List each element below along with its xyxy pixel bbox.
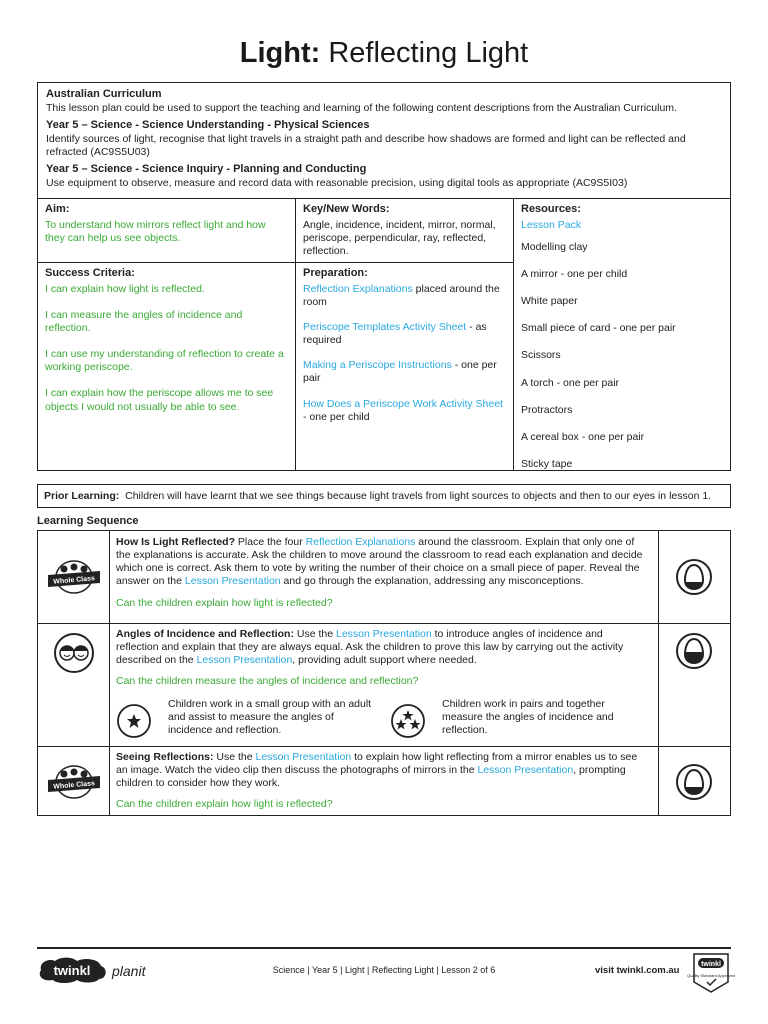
preparation-link[interactable]: How Does a Periscope Work Activity Sheet bbox=[303, 397, 503, 410]
lesson-presentation-link[interactable]: Lesson Presentation bbox=[255, 751, 352, 763]
preparation-heading: Preparation: bbox=[303, 267, 368, 279]
differentiation-one-star bbox=[116, 698, 378, 739]
learning-sequence-heading: Learning Sequence bbox=[37, 515, 139, 527]
prior-learning-label: Prior Learning: bbox=[44, 490, 120, 502]
curriculum-item-heading: Year 5 – Science - Science Understanding - Physical Sciences bbox=[46, 118, 370, 131]
resource-item: White paper bbox=[521, 295, 578, 308]
quality-standard-badge bbox=[687, 952, 735, 998]
keywords-cell bbox=[296, 199, 513, 262]
footer-divider bbox=[37, 947, 731, 949]
assessment-question: Can the children measure the angles of incidence and reflection? bbox=[116, 675, 419, 688]
prior-learning-box bbox=[37, 484, 731, 508]
curriculum-intro: This lesson plan could be used to support the teaching and learning of the following content descriptions from the Australian Curriculum. bbox=[46, 101, 677, 114]
curriculum-item-heading: Year 5 – Science - Science Inquiry - Planning and Conducting bbox=[46, 162, 367, 175]
page-title: Light: Reflecting Light bbox=[239, 37, 529, 69]
resources-cell bbox=[514, 199, 730, 489]
svg-text:twinkl: twinkl bbox=[53, 963, 91, 978]
success-item: I can explain how light is reflected. bbox=[45, 282, 205, 295]
resource-item: Scissors bbox=[521, 349, 561, 362]
curriculum-item-text: Identify sources of light, recognise that light travels in a straight path and describe how shadows are formed and light can be reflected and refracted (AC9S5U03) bbox=[46, 132, 686, 158]
aim-heading: Aim: bbox=[45, 203, 70, 215]
preparation-link[interactable]: Reflection Explanations bbox=[303, 282, 413, 295]
three-star-icon bbox=[390, 703, 426, 739]
lesson-presentation-link[interactable]: Lesson Presentation bbox=[335, 628, 432, 640]
resource-item: A torch - one per pair bbox=[521, 376, 620, 389]
aim-cell bbox=[38, 199, 295, 249]
sequence-text: Angles of Incidence and Reflection: Use the Lesson Presentation to introduce angles of incidence and reflection and explain that they are always equal. Ask the children to prove this law by carrying out the activity described on the Lesson Presentation, providing adult support where needed. Can the children measure the angles of incidence and reflection? bbox=[116, 628, 646, 689]
lesson-presentation-link[interactable]: Lesson Presentation bbox=[184, 575, 281, 588]
preparation-item: Reflection Explanations placed around the room bbox=[303, 282, 500, 308]
footer-lesson-info: Science | Year 5 | Light | Reflecting Light | Lesson 2 of 6 bbox=[272, 965, 496, 975]
footer-website-link[interactable]: visit twinkl.com.au bbox=[595, 965, 680, 976]
reflection-explanations-link[interactable]: Reflection Explanations bbox=[305, 536, 416, 548]
pair-icon bbox=[38, 623, 110, 746]
resource-item: A mirror - one per child bbox=[521, 268, 628, 280]
resource-item: Protractors bbox=[521, 403, 573, 416]
success-heading: Success Criteria: bbox=[45, 267, 135, 279]
preparation-item: Making a Periscope Instructions - one per pair bbox=[303, 359, 497, 385]
curriculum-section bbox=[38, 83, 730, 199]
keywords-text: Angle, incidence, incident, mirror, normal, periscope, perpendicular, ray, reflected, reflection. bbox=[303, 218, 496, 257]
whole-class-icon bbox=[38, 531, 110, 623]
differentiation-text: Children work in pairs and together measure the angles of incidence and reflection. bbox=[442, 698, 614, 737]
lesson-presentation-link[interactable]: Lesson Presentation bbox=[196, 654, 293, 667]
svg-text:Whole Class: Whole Class bbox=[53, 575, 96, 586]
prior-learning-text: Children will have learnt that we see things because light travels from light sources to objects and then to our eyes in lesson 1. bbox=[125, 490, 712, 502]
keywords-heading: Key/New Words: bbox=[303, 203, 390, 215]
preparation-link[interactable]: Periscope Templates Activity Sheet bbox=[303, 321, 467, 333]
success-criteria-cell bbox=[38, 263, 295, 431]
differentiation-text: Children work in a small group with an adult and assist to measure the angles of incidence and reflection. bbox=[168, 698, 372, 737]
preparation-link[interactable]: Making a Periscope Instructions bbox=[303, 359, 452, 372]
lesson-presentation-link[interactable]: Lesson Presentation bbox=[477, 764, 574, 777]
svg-text:Whole Class: Whole Class bbox=[53, 779, 96, 791]
svg-text:Quality Standard Approved: Quality Standard Approved bbox=[687, 973, 735, 978]
resource-item: A cereal box - one per pair bbox=[521, 430, 645, 443]
svg-text:twinkl: twinkl bbox=[701, 961, 721, 968]
curriculum-item-text: Use equipment to observe, measure and record data with reasonable precision, using digital tools as appropriate (AC9S5I03) bbox=[46, 176, 628, 189]
resources-heading: Resources: bbox=[521, 203, 581, 215]
whole-class-icon bbox=[38, 746, 110, 817]
preparation-cell bbox=[296, 263, 513, 440]
resource-item: Modelling clay bbox=[521, 240, 588, 253]
sequence-text: How Is Light Reflected? Place the four Reflection Explanations around the classroom. Explain that only one of the explanations is accurate. Ask the children to move around the classroom to read each explanation and decide which one is correct. Ask them to vote by writing the number of their choice on a small piece of paper. Reveal the answer on the Lesson Presentation and go through the explanation, addressing any misconceptions. Can the children explain how light is reflected? bbox=[116, 536, 646, 610]
preparation-item: Periscope Templates Activity Sheet - as required bbox=[303, 321, 487, 347]
sequence-row bbox=[38, 746, 730, 817]
curriculum-heading: Australian Curriculum bbox=[46, 88, 162, 100]
sequence-row bbox=[38, 623, 730, 746]
aim-text: To understand how mirrors reflect light and how they can help us see objects. bbox=[45, 218, 266, 244]
curriculum-box bbox=[37, 82, 731, 471]
resource-item: Small piece of card - one per pair bbox=[521, 322, 676, 335]
success-item: I can explain how the periscope allows me to see objects I would not usually be able to see. bbox=[45, 387, 274, 413]
assessment-question: Can the children explain how light is reflected? bbox=[116, 596, 333, 609]
egg-icon bbox=[658, 746, 730, 817]
egg-icon bbox=[658, 623, 730, 746]
assessment-question: Can the children explain how light is reflected? bbox=[116, 798, 333, 811]
planit-brand: planit bbox=[112, 963, 146, 979]
sequence-row bbox=[38, 531, 730, 623]
one-star-icon bbox=[116, 703, 152, 739]
sequence-text: Seeing Reflections: Use the Lesson Presentation to explain how light reflecting from a mirror enables us to see an image. Watch the video clip then discuss the photographs of mirrors in the Lesson Presentation, prompting children to consider how they work. Can the children explain how light is reflected? bbox=[116, 751, 646, 812]
differentiation-three-star bbox=[390, 698, 632, 739]
preparation-item: How Does a Periscope Work Activity Sheet - one per child bbox=[303, 397, 503, 423]
success-item: I can use my understanding of reflection to create a working periscope. bbox=[45, 348, 284, 374]
egg-icon bbox=[658, 531, 730, 623]
learning-sequence-table bbox=[37, 530, 731, 816]
plan-grid bbox=[38, 199, 730, 470]
lesson-pack-link[interactable]: Lesson Pack bbox=[521, 218, 582, 231]
resource-item: Sticky tape bbox=[521, 457, 573, 470]
success-item: I can measure the angles of incidence and reflection. bbox=[45, 308, 243, 334]
